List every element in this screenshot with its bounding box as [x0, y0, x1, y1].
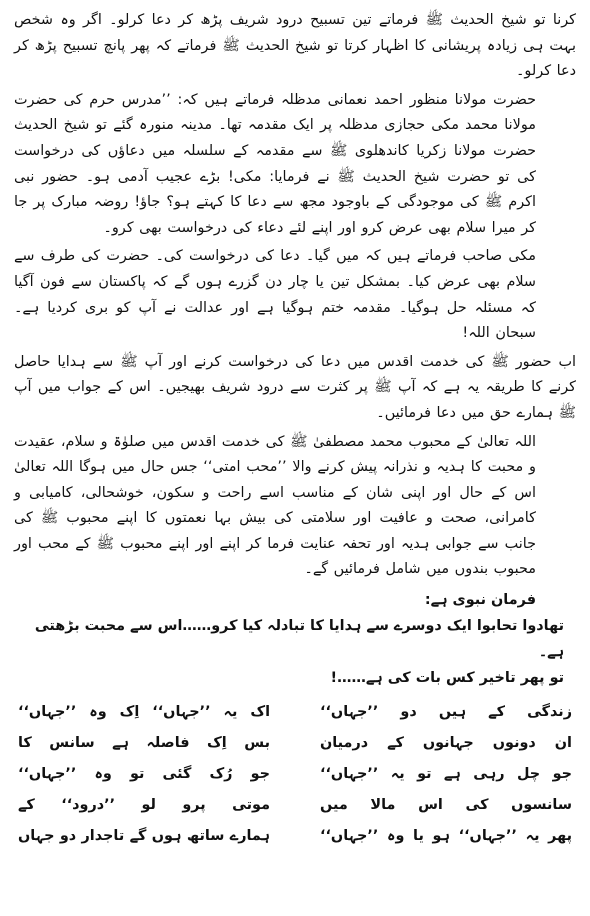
- hadith-text: تهادوا تحابوا ایک دوسرے سے ہدایا کا تبادلہ کیا کرو……اس سے محبت بڑھتی ہے۔: [34, 618, 564, 661]
- paragraph-beloved-gift: اللہ تعالیٰ کے محبوب محمد مصطفیٰ ﷺ کی خدمت اقدس میں صلوٰۃ و سلام، عقیدت و محبت کا ہدیہ و نذرانہ پیش کرنے والا ’’محب امتی‘‘ جس حال میں ہوگا اللہ تعالیٰ اس کے حال اور اپنی شان کے مناسب اسے راحت و سکون، خوشحالی، کامیابی و کامرانی، صحت و عافیت اور سلامتی کی بیش بہا نعمتوں کا اپنے محبوب ﷺ کی جانب سے جوابی ہدیہ اور تحفہ عنایت فرما کر اپنے اور اپنے محبوب ﷺ کے محب اور محبوب بندوں میں شامل فرمائیں گے۔: [14, 433, 536, 578]
- hadith-question: تو پھر تاخیر کس بات کی ہے……!: [330, 670, 564, 687]
- prose-section: [14, 8, 576, 583]
- paragraph-shaikh-advice: کرنا تو شیخ الحدیث ﷺ فرماتے تین تسبیح درود شریف پڑھ کر دعا کرلو۔ اگر وہ شخص بہت ہی زیادہ پریشانی کا اظہار کرتا تو شیخ الحدیث ﷺ فرماتے کہ پھر پانچ تسبیح پڑھ کر دعا کرلو۔: [14, 12, 576, 80]
- poem-verse: بس اِک فاصلہ ہے سانس کا: [18, 735, 270, 752]
- poem-right-column: [320, 697, 572, 852]
- paragraph-durood-method: اب حضور ﷺ کی خدمت اقدس میں دعا کی درخواست کرنے اور آپ ﷺ سے ہدایا حاصل کرنے کا طریقہ یہ ہے کہ آپ ﷺ پر کثرت سے درود شریف بھیجیں۔ اس کے جواب میں آپ ﷺ ہمارے حق میں دعا فرمائیں۔: [14, 353, 576, 421]
- poem-left-column: [18, 697, 270, 852]
- poem-verse: سانسوں کی اس مالا میں: [320, 797, 572, 814]
- poem-verse: ان دونوں جہانوں کے درمیان: [320, 735, 572, 752]
- paragraph-maulana-nomani: حضرت مولانا منظور احمد نعمانی مدظلہ فرماتے ہیں کہ: ’’مدرس حرم کی حضرت مولانا محمد مکی حجازی مدظلہ پر ایک مقدمہ تھا۔ مدینہ منورہ گئے تو شیخ الحدیث حضرت مولانا زکریا کاندھلوی ﷺ سے مقدمہ کے سلسلہ میں دعاؤں کی درخواست کی تو حضرت شیخ الحدیث ﷺ نے فرمایا: مکی! بڑے عجیب آدمی ہو۔ حضور نبی اکرم ﷺ کی موجودگی کے باوجود مجھ سے دعا کا کہتے ہو؟ جاؤ! روضہ مبارک پر جا کر میرا سلام بھی عرض کرو اور اپنے لئے دعاء کی درخواست بھی کرو۔: [14, 91, 536, 236]
- poem-verse: پھر یہ ’’جہاں‘‘ ہو یا وہ ’’جہاں‘‘: [320, 828, 572, 845]
- poem-verse: جو چل رہی ہے تو یہ ’’جہاں‘‘: [320, 766, 572, 783]
- poem-verse: جو رُک گئی تو وہ ’’جہاں‘‘: [18, 766, 270, 783]
- poem-verse: ہمارے ساتھ ہوں گے تاجدار دو جہاں: [18, 828, 270, 845]
- paragraph-makki-sahib: مکی صاحب فرماتے ہیں کہ میں گیا۔ دعا کی درخواست کی۔ حضرت کی طرف سے سلام بھی عرض کیا۔ بمشکل تین یا چار دن گزرے ہوں گے کہ پاکستان سے فون آگیا کہ مسئلہ حل ہوگیا۔ مقدمہ ختم ہوگیا ہے اور عدالت نے آپ کو بری کردیا ہے۔ سبحان اللہ!: [14, 248, 536, 342]
- poem: [14, 697, 576, 852]
- poem-verse: موتی پرو لو ’’درود‘‘ کے: [18, 797, 270, 814]
- poem-verse: زندگی کے ہیں دو ’’جہاں‘‘: [320, 704, 572, 721]
- poem-verse: اک یہ ’’جہاں‘‘ اِک وہ ’’جہاں‘‘: [18, 704, 270, 721]
- hadith-heading: فرمان نبوی ہے:: [424, 592, 536, 609]
